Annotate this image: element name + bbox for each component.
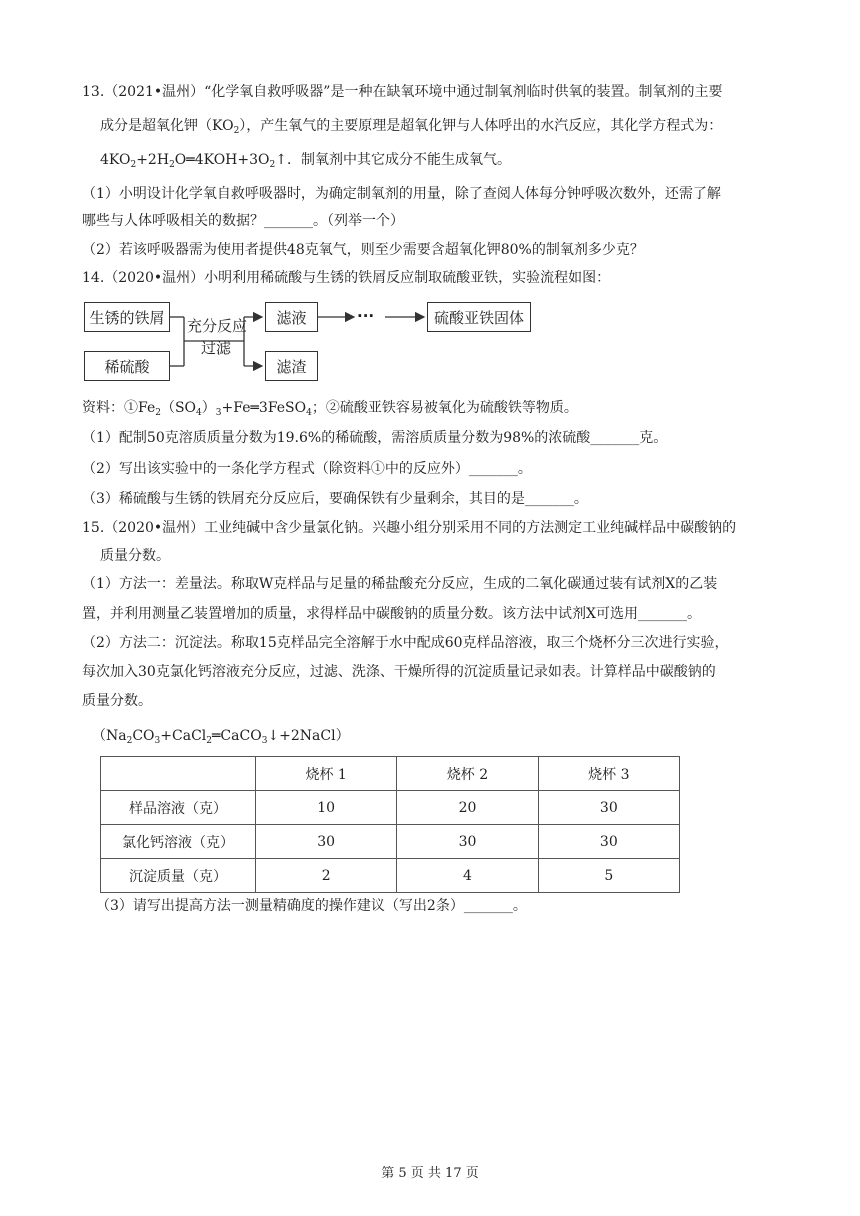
flow-box-product: 硫酸亚铁固体 — [427, 302, 531, 332]
table-row — [101, 825, 680, 859]
q13-part2: （2）若该呼吸器需为使用者提供48克氧气，则至少需要含超氧化钾80%的制氧剂多少克？ — [82, 242, 644, 258]
q15-method2-line1: （2）方法二：沉淀法。称取15克样品完全溶解于水中配成60克样品溶液，取三个烧杯分三次进行实验， — [82, 635, 729, 651]
q13-equation-line: $4KO_2+2H_2O═4KOH+3O_2↑$．制氧剂中其它成分不能生成氧气。 — [100, 152, 511, 170]
q15-method2-line2: 每次加入30克氯化钙溶液充分反应，过滤、洗涤、干燥所得的沉淀质量记录如表。计算样品中碳酸钠的 — [82, 664, 716, 680]
flow-box-dilute-acid: 稀硫酸 — [84, 351, 170, 381]
q13-part1-line2: 哪些与人体呼吸相关的数据？_______。（列举一个） — [82, 213, 404, 229]
table-cell: 10 — [256, 791, 397, 825]
table-row-label: 样品溶液（克） — [101, 791, 256, 825]
q15-stem-line1: 15.（2020•温州）工业纯碱中含少量氯化钠。兴趣小组分别采用不同的方法测定工业纯碱样品中碳酸钠的 — [82, 520, 737, 536]
q14-info: 资料：$①Fe_2(SO_4)_3+Fe═3FeSO_4$；②硫酸亚铁容易被氧化为硫酸铁等物质。 — [82, 400, 578, 418]
table-row — [101, 791, 680, 825]
q14-part3: （3）稀硫酸与生锈的铁屑充分反应后，要确保铁有少量剩余，其目的是_______。 — [82, 491, 588, 507]
q15-method1-line1: （1）方法一：差量法。称取W克样品与足量的稀盐酸充分反应，生成的二氧化碳通过装有试剂X的乙装 — [82, 576, 718, 592]
flow-label-filter: 过滤 — [201, 339, 232, 357]
q13-stem-line1: 13.（2021•温州）“化学氧自救呼吸器”是一种在缺氧环境中通过制氧剂临时供氧的装置。制氧剂的主要 — [82, 84, 723, 100]
q13-stem-line2: 成分是超氧化钾$(KO_2)$，产生氧气的主要原理是超氧化钾与人体呼出的水汽反应，其化学方程式为： — [100, 118, 723, 136]
table-row-label: 氯化钙溶液（克） — [101, 825, 256, 859]
q15-part3: （3）请写出提高方法一测量精确度的操作建议（写出2条）_______。 — [96, 898, 527, 914]
table-cell: 20 — [397, 791, 538, 825]
q15-stem-line2: 质量分数。 — [100, 548, 170, 564]
table-cell: 30 — [538, 825, 679, 859]
flow-label-react: 充分反应 — [187, 317, 248, 335]
table-header-row — [101, 757, 680, 791]
page-footer: 第 5 页 共 17 页 — [381, 1166, 479, 1181]
flow-box-filtrate: 滤液 — [265, 302, 318, 332]
table-cell — [101, 757, 256, 791]
table-cell: 2 — [256, 859, 397, 893]
q15-equation: $(Na_2CO_3+CaCl_2═CaCO_3↓+2NaCl)$ — [92, 728, 350, 746]
table-cell: 30 — [256, 825, 397, 859]
q14-stem: 14.（2020•温州）小明利用稀硫酸与生锈的铁屑反应制取硫酸亚铁，实验流程如图： — [82, 270, 611, 286]
table-header-cell: 烧杯 1 — [256, 757, 397, 791]
flow-ellipsis: ··· — [357, 307, 375, 325]
flow-connectors — [0, 0, 860, 400]
q15-method1-line2: 置，并利用测量乙装置增加的质量，求得样品中碳酸钠的质量分数。该方法中试剂X可选用_______。 — [82, 606, 701, 622]
precipitate-data-table — [100, 756, 680, 893]
table-cell: 30 — [397, 825, 538, 859]
table-cell: 4 — [397, 859, 538, 893]
q14-part1: （1）配制50克溶质质量分数为19.6%的稀硫酸，需溶质质量分数为98%的浓硫酸_______克。 — [82, 430, 668, 446]
q15-method2-line3: 质量分数。 — [82, 693, 152, 709]
table-row — [101, 859, 680, 893]
table-header-cell: 烧杯 2 — [397, 757, 538, 791]
q13-part1-line1: （1）小明设计化学氧自救呼吸器时，为确定制氧剂的用量，除了查阅人体每分钟呼吸次数外，还需了解 — [82, 186, 721, 202]
table-cell: 30 — [538, 791, 679, 825]
table-cell: 5 — [538, 859, 679, 893]
flow-box-residue: 滤渣 — [265, 351, 318, 381]
table-row-label: 沉淀质量（克） — [101, 859, 256, 893]
q14-part2: （2）写出该实验中的一条化学方程式（除资料①中的反应外）_______。 — [82, 461, 532, 477]
table-header-cell: 烧杯 3 — [538, 757, 679, 791]
flow-box-rusty-iron: 生锈的铁屑 — [84, 302, 170, 332]
